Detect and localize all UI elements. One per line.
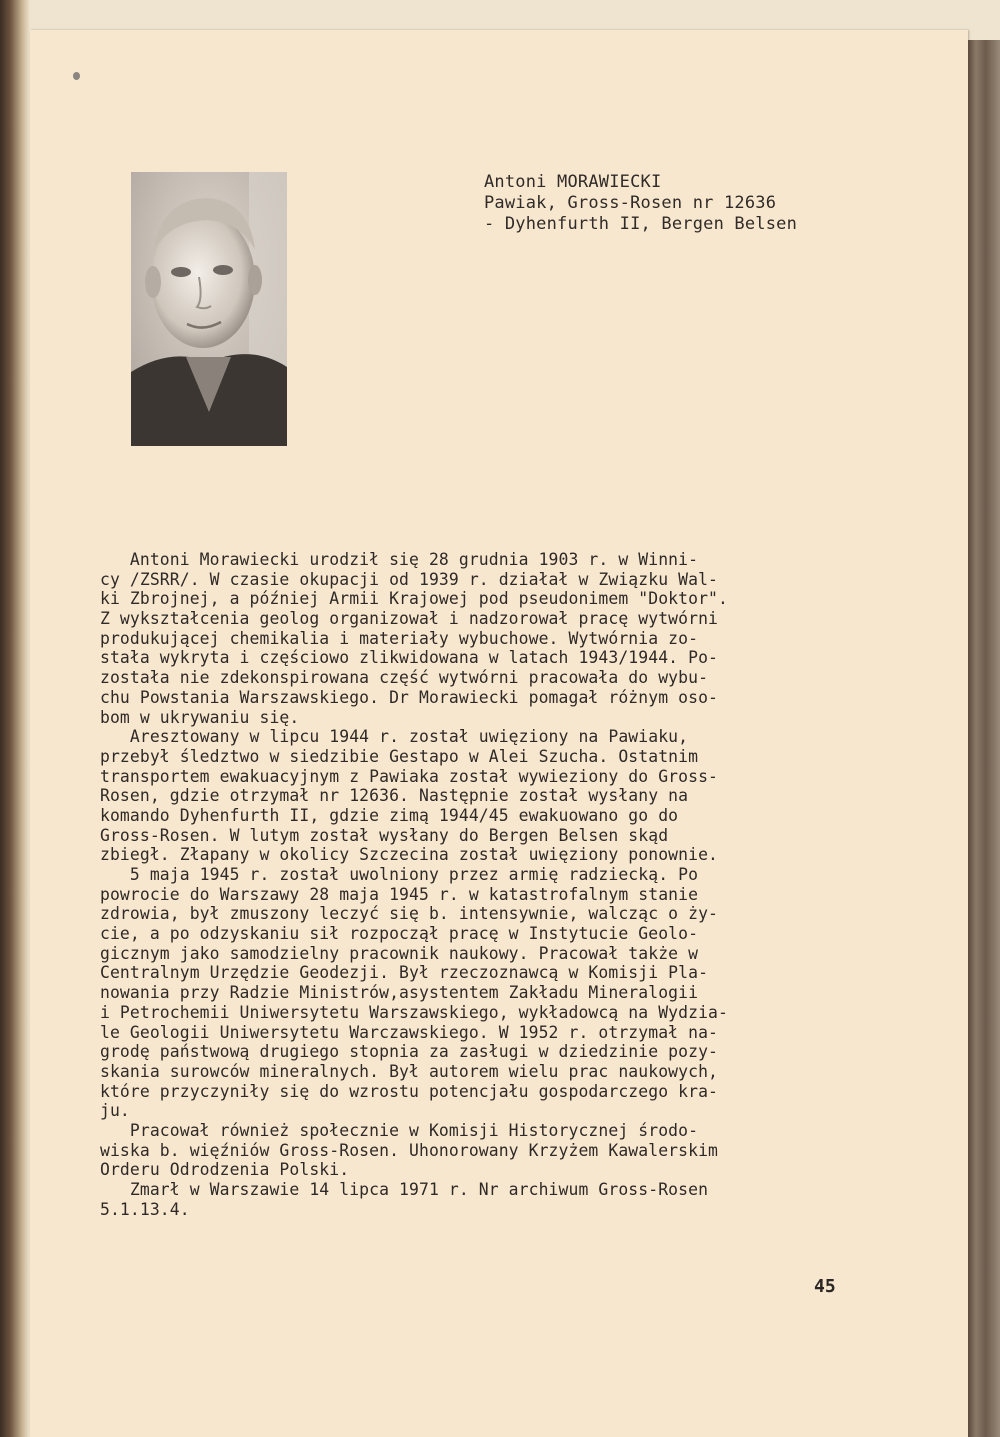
biography-line: Orderu Odrodzenia Polski. <box>100 1160 350 1180</box>
biography-line: cie, a po odzyskaniu sił rozpoczął pracę w Instytucie Geolo- <box>100 924 699 944</box>
biography-line: transportem ewakuacyjnym z Pawiaka został wywieziony do Gross- <box>100 766 719 786</box>
biography-line: bom w ukrywaniu się. <box>100 707 300 727</box>
biography-line: Rosen, gdzie otrzymał nr 12636. Następnie został wysłany na <box>100 786 689 806</box>
biography-line: została nie zdekonspirowana część wytwórni pracowała do wybu- <box>100 668 709 688</box>
biography-line: Gross-Rosen. W lutym został wysłany do Bergen Belsen skąd <box>100 825 669 845</box>
book-binding-shadow <box>0 0 30 1437</box>
biography-line: cy /ZSRR/. W czasie okupacji od 1939 r. działał w Związku Wal- <box>100 569 719 589</box>
portrait-photo <box>131 172 287 446</box>
biography-line: wiska b. więźniów Gross-Rosen. Uhonorowany Krzyżem Kawalerskim <box>100 1140 719 1160</box>
person-name: Antoni MORAWIECKI <box>484 172 662 192</box>
person-header <box>484 172 797 235</box>
biography-line: Pracował również społecznie w Komisji Historycznej środo- <box>100 1120 699 1140</box>
biography-line: grodę państwową drugiego stopnia za zasługi w dziedzinie pozy- <box>100 1042 719 1062</box>
biography-line: le Geologii Uniwersytetu Warczawskiego. W 1952 r. otrzymał na- <box>100 1022 719 1042</box>
paper-mark <box>73 72 80 80</box>
biography-line: zbiegł. Złapany w okolicy Szczecina został uwięziony ponownie. <box>100 845 719 865</box>
biography-line: powrocie do Warszawy 28 maja 1945 r. w katastrofalnym stanie <box>100 884 699 904</box>
biography-line: Centralnym Urzędzie Geodezji. Był rzeczoznawcą w Komisji Pla- <box>100 963 709 983</box>
camps-line-2: - Dyhenfurth II, Bergen Belsen <box>484 214 798 234</box>
biography-line: przebył śledztwo w siedzibie Gestapo w Alei Szucha. Ostatnim <box>100 746 699 766</box>
biography-line: i Petrochemii Uniwersytetu Warszawskiego, wykładowcą na Wydzia- <box>100 1002 728 1022</box>
biography-line: produkującej chemikalia i materiały wybuchowe. Wytwórnia zo- <box>100 628 699 648</box>
book-edge <box>968 40 1000 1437</box>
camps-line-1: Pawiak, Gross-Rosen nr 12636 <box>484 193 777 213</box>
biography-line: ju. <box>100 1101 130 1121</box>
biography-line: chu Powstania Warszawskiego. Dr Morawiecki pomagał różnym oso- <box>100 687 719 707</box>
biography-line: ki Zbrojnej, a później Armii Krajowej pod pseudonimem "Doktor". <box>100 589 728 609</box>
biography-line: komando Dyhenfurth II, gdzie zimą 1944/45 ewakuowano go do <box>100 805 679 825</box>
biography-line: Aresztowany w lipcu 1944 r. został uwięziony na Pawiaku, <box>100 727 689 747</box>
biography-line: które przyczyniły się do wzrostu potencjału gospodarczego kra- <box>100 1081 719 1101</box>
biography-line: skania surowców mineralnych. Był autorem wielu prac naukowych, <box>100 1061 719 1081</box>
biography-line: zdrowia, był zmuszony leczyć się b. intensywnie, walcząc o ży- <box>100 904 719 924</box>
biography-line: Zmarł w Warszawie 14 lipca 1971 r. Nr archiwum Gross-Rosen <box>100 1180 709 1199</box>
biography-line: 5.1.13.4. <box>100 1199 190 1219</box>
biography-line: Antoni Morawiecki urodził się 28 grudnia 1903 r. w Winni- <box>100 550 699 569</box>
biography-line: 5 maja 1945 r. został uwolniony przez armię radziecką. Po <box>100 865 699 884</box>
biography-line: stała wykryta i częściowo zlikwidowana w latach 1943/1944. Po- <box>100 648 719 668</box>
portrait-image <box>131 172 287 446</box>
biography-line: nowania przy Radzie Ministrów,asystentem Zakładu Mineralogii <box>100 983 699 1003</box>
biography-text <box>100 550 860 1219</box>
biography-line: Z wykształcenia geolog organizował i nadzorował pracę wytwórni <box>100 609 719 629</box>
biography-line: gicznym jako samodzielny pracownik naukowy. Pracował także w <box>100 943 699 963</box>
page-number: 45 <box>814 1276 836 1297</box>
